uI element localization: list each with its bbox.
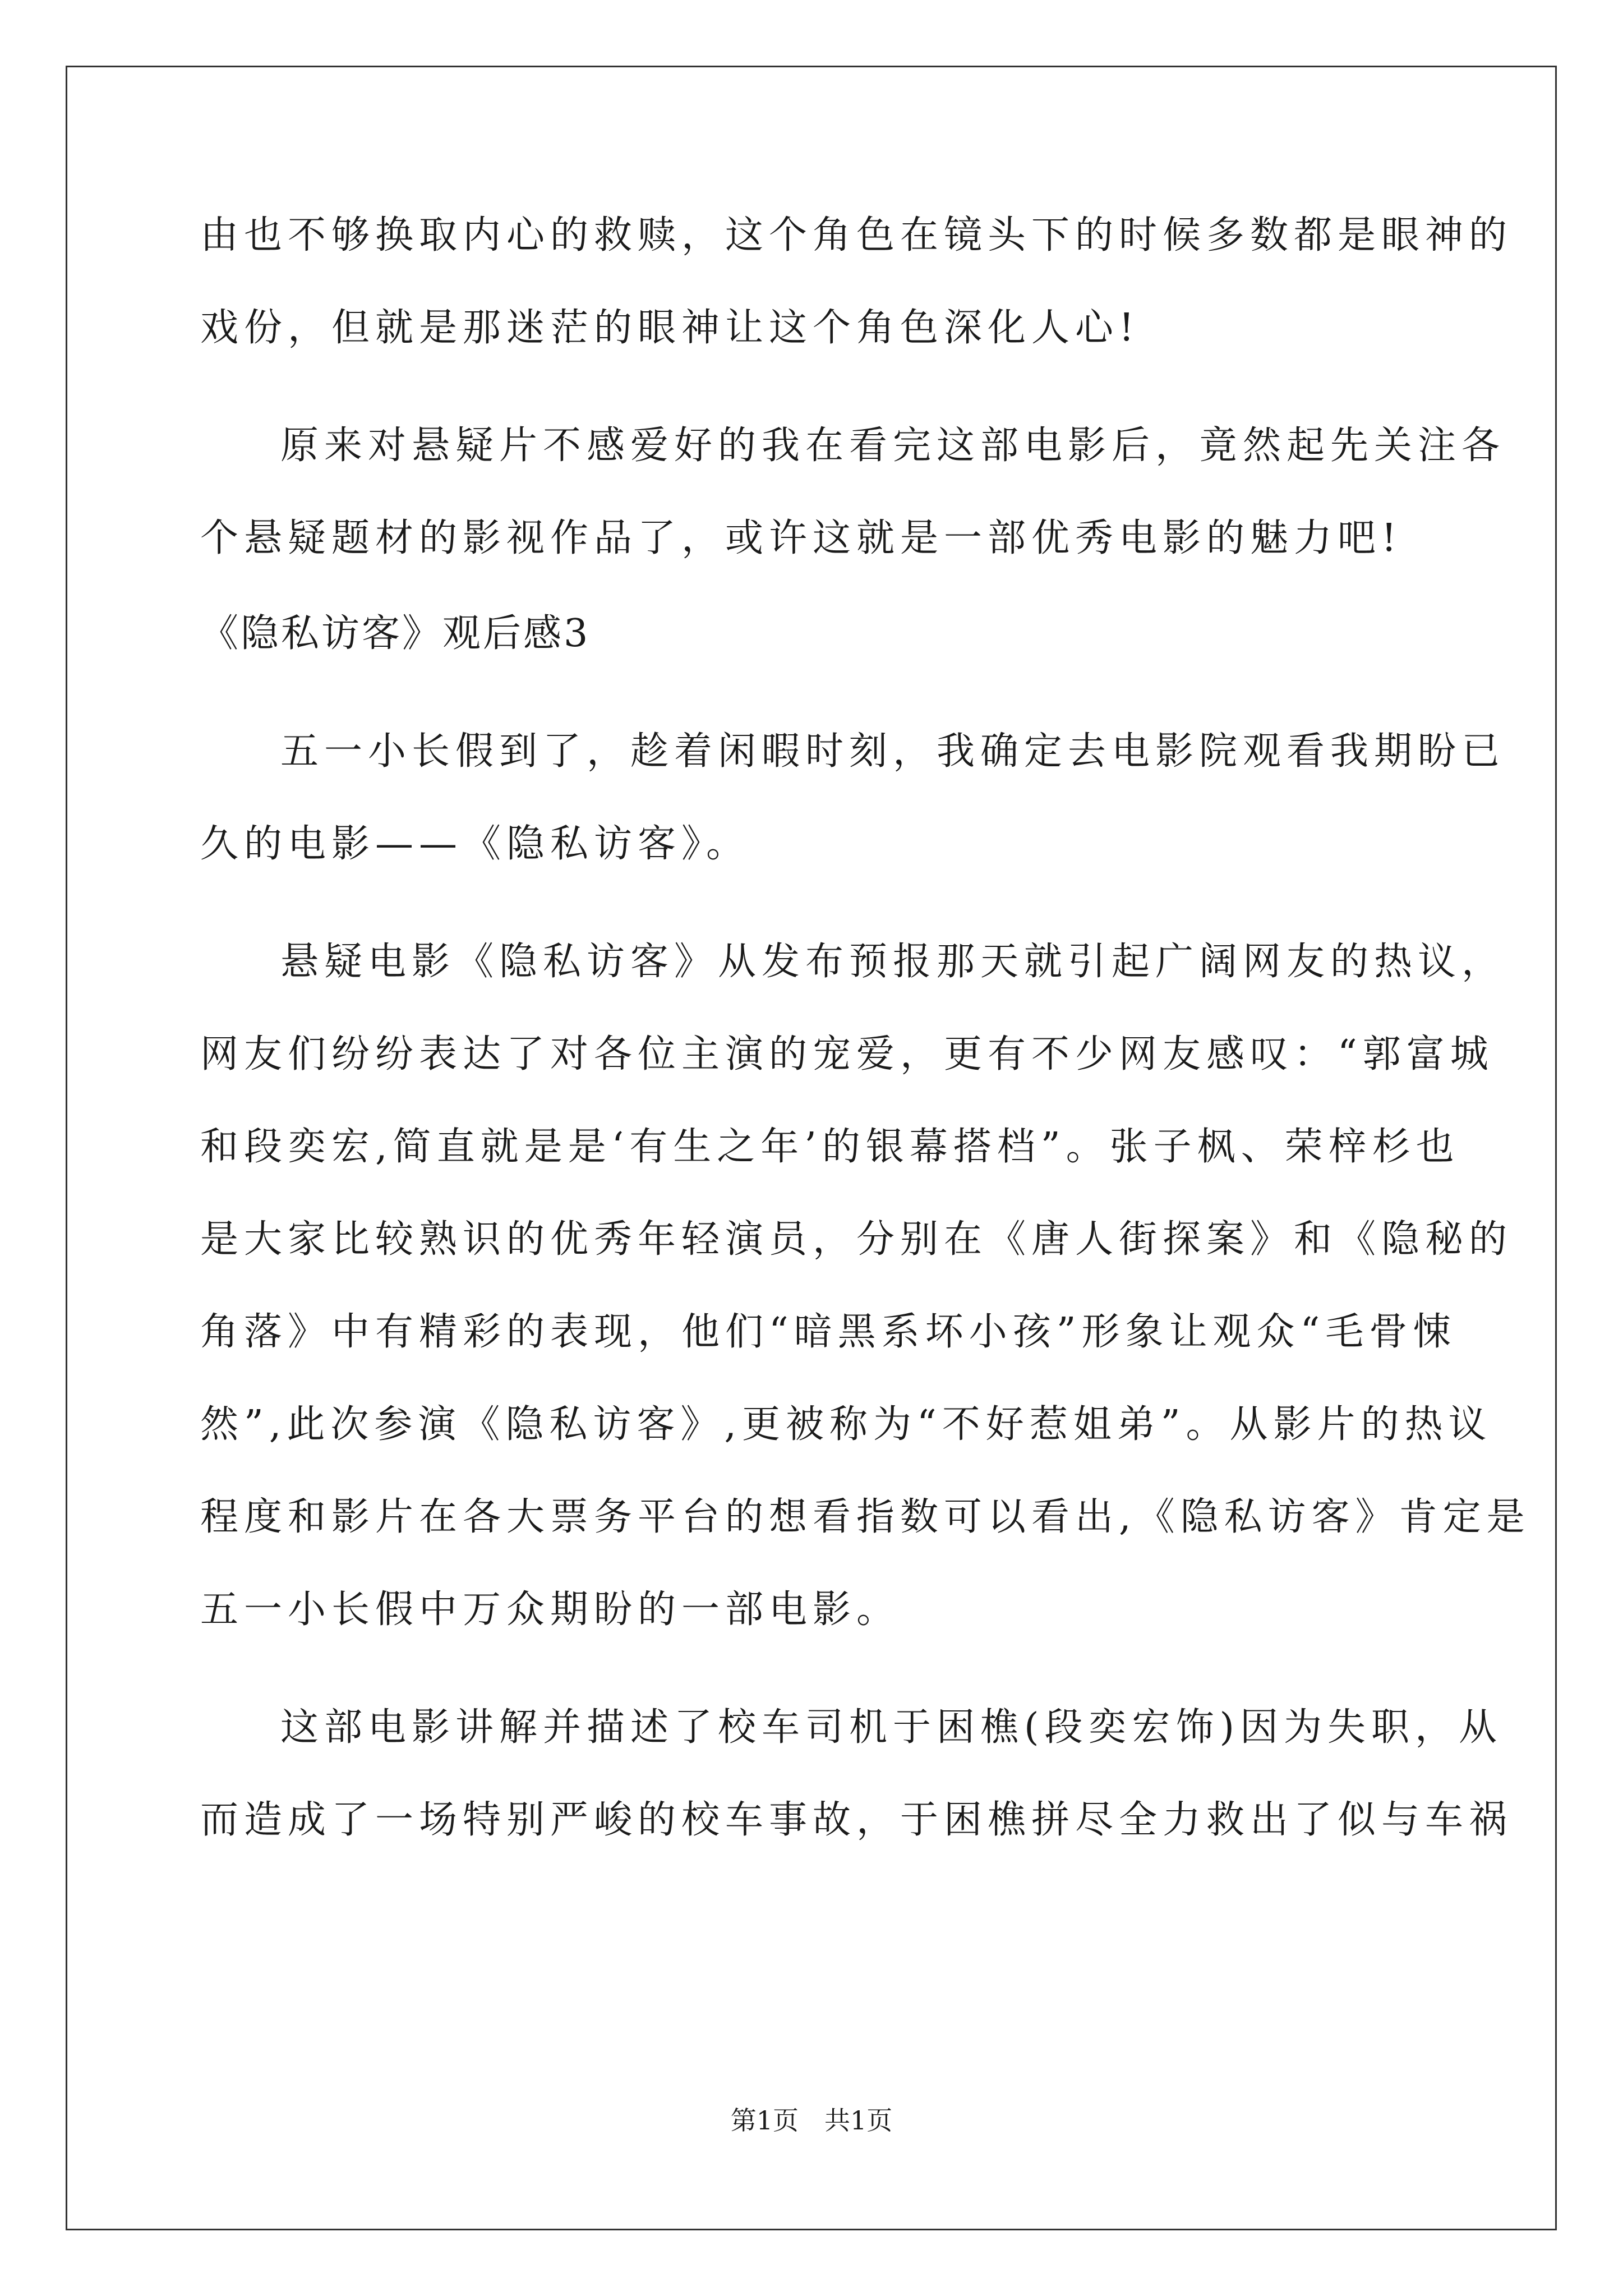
text-line: 悬疑电影《隐私访客》从发布预报那天就引起广阔网友的热议，	[280, 940, 1506, 984]
text-line: 原来对悬疑片不感爱好的我在看完这部电影后，竟然起先关注各	[280, 424, 1506, 468]
text-line: 个悬疑题材的影视作品了，或许这就是一部优秀电影的魅力吧!	[200, 516, 1403, 560]
section-heading: 《隐私访客》观后感3	[200, 611, 591, 656]
text-line: 然”,此次参演《隐私访客》,更被称为“不好惹姐弟”。从影片的热议	[200, 1402, 1492, 1447]
document-body	[200, 213, 1530, 1843]
text-line: 程度和影片在各大票务平台的想看指数可以看出,《隐私访客》肯定是	[200, 1495, 1530, 1539]
text-line: 和段奕宏,简直就是是‘有生之年’的银幕搭档”。张子枫、荣梓杉也	[200, 1125, 1460, 1169]
text-line: 由也不够换取内心的救赎，这个角色在镜头下的时候多数都是眼神的	[200, 213, 1513, 257]
text-line: 这部电影讲解并描述了校车司机于困樵(段奕宏饰)因为失职，从	[280, 1705, 1503, 1750]
text-line: 而造成了一场特别严峻的校车事故，于困樵拼尽全力救出了似与车祸	[200, 1798, 1513, 1842]
text-line: 五一小长假中万众期盼的一部电影。	[200, 1588, 901, 1632]
text-line: 角落》中有精彩的表现，他们“暗黑系坏小孩”形象让观众“毛骨悚	[200, 1310, 1457, 1354]
text-line: 五一小长假到了，趁着闲暇时刻，我确定去电影院观看我期盼已	[280, 729, 1506, 774]
text-line: 是大家比较熟识的优秀年轻演员，分别在《唐人街探案》和《隐秘的	[200, 1217, 1513, 1262]
text-line: 网友们纷纷表达了对各位主演的宠爱，更有不少网友感叹：“郭富城	[200, 1032, 1494, 1076]
text-line: 戏份，但就是那迷茫的眼神让这个角色深化人心!	[200, 306, 1140, 350]
page-number-footer: 第1页 共1页	[730, 2105, 893, 2136]
text-line: 久的电影——《隐私访客》。	[200, 822, 750, 866]
